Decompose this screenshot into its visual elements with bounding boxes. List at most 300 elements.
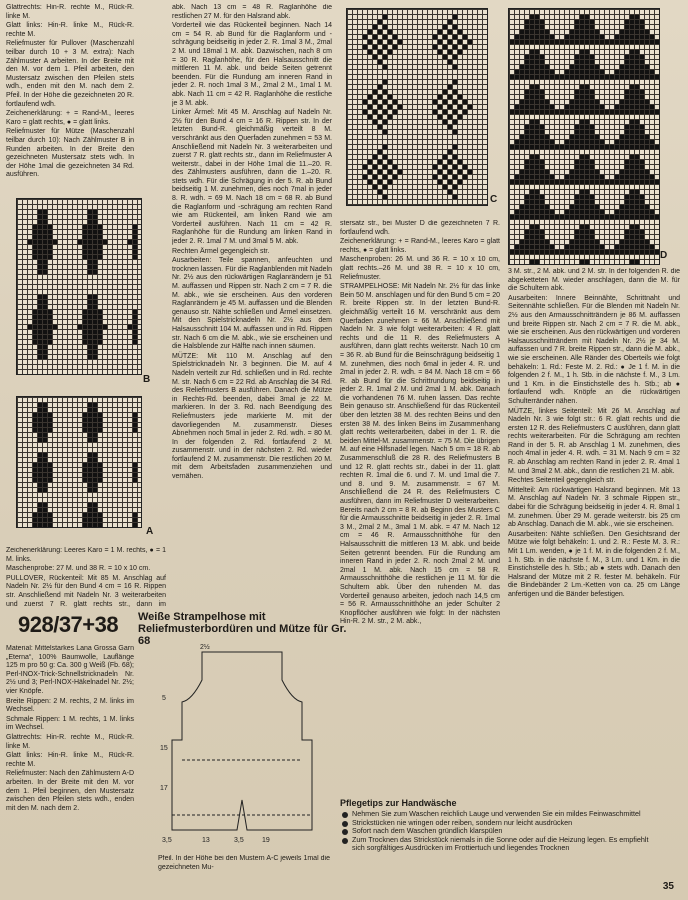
purl-stitch-mark [525, 140, 529, 144]
purl-stitch-mark [540, 140, 544, 144]
purl-stitch-mark [540, 230, 544, 234]
purl-stitch-mark [43, 255, 47, 259]
purl-stitch-mark [590, 25, 594, 29]
purl-stitch-mark [635, 200, 639, 204]
purl-stitch-mark [635, 235, 639, 239]
purl-stitch-mark [520, 245, 524, 249]
purl-stitch-mark [515, 70, 519, 74]
purl-stitch-mark [540, 55, 544, 59]
purl-stitch-mark [433, 45, 437, 49]
purl-stitch-mark [53, 325, 57, 329]
purl-stitch-mark [388, 50, 392, 54]
purl-stitch-mark [88, 408, 92, 412]
purl-stitch-mark [550, 35, 554, 39]
purl-stitch-mark [610, 75, 614, 79]
purl-stitch-mark [530, 110, 534, 114]
purl-stitch-mark [585, 135, 589, 139]
purl-stitch-mark [635, 15, 639, 19]
paragraph: Glatt links: Hin-R. linke M., Rück-R. rechte M. [6, 22, 134, 38]
purl-stitch-mark [515, 35, 519, 39]
purl-stitch-mark [640, 205, 644, 209]
purl-stitch-mark [630, 35, 634, 39]
purl-stitch-mark [93, 453, 97, 457]
purl-stitch-mark [98, 335, 102, 339]
purl-stitch-mark [580, 155, 584, 159]
purl-stitch-mark [590, 140, 594, 144]
purl-stitch-mark [535, 160, 539, 164]
purl-stitch-mark [43, 428, 47, 432]
purl-stitch-mark [383, 80, 387, 84]
purl-stitch-mark [655, 215, 659, 219]
purl-stitch-mark [535, 245, 539, 249]
purl-stitch-mark [433, 35, 437, 39]
purl-stitch-mark [515, 105, 519, 109]
purl-stitch-mark [580, 250, 584, 254]
purl-stitch-mark [575, 250, 579, 254]
purl-stitch-mark [580, 145, 584, 149]
purl-stitch-mark [585, 240, 589, 244]
purl-stitch-mark [38, 428, 42, 432]
purl-stitch-mark [133, 413, 137, 417]
purl-stitch-mark [620, 70, 624, 74]
purl-stitch-mark [585, 165, 589, 169]
purl-stitch-mark [655, 180, 659, 184]
purl-stitch-mark [88, 438, 92, 442]
purl-stitch-mark [525, 100, 529, 104]
purl-stitch-mark [575, 180, 579, 184]
purl-stitch-mark [625, 205, 629, 209]
purl-stitch-mark [530, 95, 534, 99]
purl-stitch-mark [530, 235, 534, 239]
purl-stitch-mark [535, 140, 539, 144]
purl-stitch-mark [640, 165, 644, 169]
purl-stitch-mark [38, 468, 42, 472]
purl-stitch-mark [545, 40, 549, 44]
purl-stitch-mark [535, 215, 539, 219]
purl-stitch-mark [510, 215, 514, 219]
purl-stitch-mark [43, 350, 47, 354]
purl-stitch-mark [645, 250, 649, 254]
purl-stitch-mark [388, 95, 392, 99]
purl-stitch-mark [93, 295, 97, 299]
purl-stitch-mark [535, 70, 539, 74]
purl-stitch-mark [88, 345, 92, 349]
purl-stitch-mark [530, 25, 534, 29]
article-subheading: Weiße Strampelhose mit Reliefmusterbordüren und Mütze für Gr. 68 [138, 611, 347, 647]
purl-stitch-mark [580, 120, 584, 124]
purl-stitch-mark [575, 195, 579, 199]
purl-stitch-mark [535, 95, 539, 99]
purl-stitch-mark [38, 503, 42, 507]
purl-stitch-mark [38, 403, 42, 407]
paragraph: Ausarbeiten: Teile spannen, anfeuchten und trocknen lassen. Für die Raglanblenden mit Nadeln Nr. 2½ aus den rückwärtigen Raglanrändern je 51 M. auffassen und Rippen str. Nach 2 cm = 7 R. die M. abk., wie sie erscheinen. Aus den vorderen Raglanrändern je 45 M. auffassen und die Blenden genauso str. Nähte schließen und Ärmel einsetzen. Mit den Spielstricknadeln Nr. 2½ aus dem Halsausschnitt 104 M. auffassen und in Rd. Rippen str. Nach 6 cm die M. abk., wie sie erscheinen und die Halsblende zur Hälfte nach innen säumen. [172, 257, 332, 351]
purl-stitch-mark [133, 245, 137, 249]
purl-stitch-mark [530, 20, 534, 24]
purl-stitch-mark [38, 350, 42, 354]
purl-stitch-mark [530, 120, 534, 124]
purl-stitch-mark [635, 210, 639, 214]
purl-stitch-mark [580, 60, 584, 64]
purl-stitch-mark [88, 468, 92, 472]
purl-stitch-mark [133, 513, 137, 517]
purl-stitch-mark [93, 423, 97, 427]
purl-stitch-mark [540, 245, 544, 249]
purl-stitch-mark [575, 95, 579, 99]
purl-stitch-mark [38, 433, 42, 437]
chart-c-label: C [490, 194, 498, 205]
purl-stitch-mark [43, 305, 47, 309]
purl-stitch-mark [645, 240, 649, 244]
purl-stitch-mark [545, 65, 549, 69]
purl-stitch-mark [590, 215, 594, 219]
purl-stitch-mark [595, 30, 599, 34]
purl-stitch-mark [453, 130, 457, 134]
purl-stitch-mark [88, 215, 92, 219]
purl-stitch-mark [458, 105, 462, 109]
purl-stitch-mark [565, 110, 569, 114]
purl-stitch-mark [580, 125, 584, 129]
purl-stitch-mark [635, 50, 639, 54]
purl-stitch-mark [98, 255, 102, 259]
purl-stitch-mark [93, 235, 97, 239]
purl-stitch-mark [595, 140, 599, 144]
purl-stitch-mark [575, 40, 579, 44]
purl-stitch-mark [43, 413, 47, 417]
purl-stitch-mark [550, 75, 554, 79]
purl-stitch-mark [38, 483, 42, 487]
purl-stitch-mark [515, 175, 519, 179]
purl-stitch-mark [88, 355, 92, 359]
purl-stitch-mark [570, 215, 574, 219]
paragraph: Breite Rippen: 2 M. rechts, 2 M. links im Wechsel. [6, 697, 134, 714]
purl-stitch-mark [378, 150, 382, 154]
purl-stitch-mark [88, 523, 92, 527]
purl-stitch-mark [525, 90, 529, 94]
purl-stitch-mark [93, 305, 97, 309]
purl-stitch-mark [625, 230, 629, 234]
purl-stitch-mark [43, 320, 47, 324]
purl-stitch-mark [93, 215, 97, 219]
purl-stitch-mark [530, 35, 534, 39]
purl-stitch-mark [585, 35, 589, 39]
purl-stitch-mark [580, 75, 584, 79]
purl-stitch-mark [530, 250, 534, 254]
purl-stitch-mark [540, 125, 544, 129]
purl-stitch-mark [43, 458, 47, 462]
purl-stitch-mark [645, 205, 649, 209]
purl-stitch-mark [630, 260, 634, 264]
purl-stitch-mark [88, 300, 92, 304]
purl-stitch-mark [530, 65, 534, 69]
purl-stitch-mark [83, 235, 87, 239]
purl-stitch-mark [540, 70, 544, 74]
purl-stitch-mark [570, 100, 574, 104]
purl-stitch-mark [590, 210, 594, 214]
purl-stitch-mark [535, 30, 539, 34]
purl-stitch-mark [580, 130, 584, 134]
purl-stitch-mark [635, 95, 639, 99]
purl-stitch-mark [535, 175, 539, 179]
care-tip: Nehmen Sie zum Waschen reichlich Lauge und verwenden Sie ein mildes Feinwaschmittel [340, 810, 660, 819]
purl-stitch-mark [530, 130, 534, 134]
purl-stitch-mark [575, 125, 579, 129]
purl-stitch-mark [93, 255, 97, 259]
purl-stitch-mark [48, 225, 52, 229]
purl-stitch-mark [28, 240, 32, 244]
purl-stitch-mark [625, 210, 629, 214]
purl-stitch-mark [510, 180, 514, 184]
purl-stitch-mark [575, 110, 579, 114]
purl-stitch-mark [580, 65, 584, 69]
purl-stitch-mark [635, 155, 639, 159]
paragraph: Rechten Ärmel gegengleich str. [172, 247, 270, 255]
purl-stitch-mark [88, 513, 92, 517]
purl-stitch-mark [525, 195, 529, 199]
purl-stitch-mark [83, 423, 87, 427]
paragraph: Glatt links: Hin-R. linke M., Rück-R. rechte M. [6, 752, 134, 768]
purl-stitch-mark [640, 125, 644, 129]
purl-stitch-mark [620, 35, 624, 39]
purl-stitch-mark [575, 60, 579, 64]
purl-stitch-mark [630, 20, 634, 24]
purl-stitch-mark [38, 235, 42, 239]
purl-stitch-mark [640, 175, 644, 179]
purl-stitch-mark [620, 170, 624, 174]
purl-stitch-mark [605, 110, 609, 114]
purl-stitch-mark [43, 330, 47, 334]
purl-stitch-mark [635, 20, 639, 24]
purl-stitch-mark [463, 45, 467, 49]
purl-stitch-mark [98, 325, 102, 329]
purl-stitch-mark [555, 75, 559, 79]
purl-stitch-mark [585, 235, 589, 239]
purl-stitch-mark [545, 110, 549, 114]
purl-stitch-mark [43, 300, 47, 304]
purl-stitch-mark [585, 55, 589, 59]
purl-stitch-mark [133, 240, 137, 244]
purl-stitch-mark [540, 250, 544, 254]
purl-stitch-mark [650, 250, 654, 254]
purl-stitch-mark [645, 110, 649, 114]
purl-stitch-mark [525, 55, 529, 59]
purl-stitch-mark [88, 255, 92, 259]
purl-stitch-mark [453, 65, 457, 69]
purl-stitch-mark [83, 418, 87, 422]
purl-stitch-mark [43, 418, 47, 422]
purl-stitch-mark [98, 240, 102, 244]
purl-stitch-mark [88, 403, 92, 407]
purl-stitch-mark [590, 110, 594, 114]
purl-stitch-mark [540, 195, 544, 199]
purl-stitch-mark [625, 240, 629, 244]
purl-stitch-mark [458, 95, 462, 99]
purl-stitch-mark [570, 250, 574, 254]
purl-stitch-mark [595, 240, 599, 244]
purl-stitch-mark [530, 160, 534, 164]
purl-stitch-mark [93, 320, 97, 324]
purl-stitch-mark [525, 240, 529, 244]
purl-stitch-mark [393, 110, 397, 114]
purl-stitch-mark [453, 120, 457, 124]
purl-stitch-mark [640, 210, 644, 214]
purl-stitch-mark [630, 125, 634, 129]
purl-stitch-mark [545, 145, 549, 149]
purl-stitch-mark [525, 135, 529, 139]
purl-stitch-mark [378, 40, 382, 44]
purl-stitch-mark [535, 225, 539, 229]
purl-stitch-mark [590, 230, 594, 234]
purl-stitch-mark [535, 145, 539, 149]
purl-stitch-mark [640, 20, 644, 24]
purl-stitch-mark [625, 215, 629, 219]
purl-stitch-mark [383, 25, 387, 29]
purl-stitch-mark [620, 250, 624, 254]
purl-stitch-mark [38, 225, 42, 229]
purl-stitch-mark [530, 105, 534, 109]
purl-stitch-mark [645, 140, 649, 144]
purl-stitch-mark [520, 250, 524, 254]
purl-stitch-mark [575, 160, 579, 164]
purl-stitch-mark [515, 40, 519, 44]
purl-stitch-mark [630, 175, 634, 179]
purl-stitch-mark [88, 488, 92, 492]
purl-stitch-mark [620, 40, 624, 44]
care-tips-title: Pflegetips zur Handwäsche [340, 798, 457, 808]
purl-stitch-mark [575, 35, 579, 39]
purl-stitch-mark [98, 245, 102, 249]
purl-stitch-mark [438, 95, 442, 99]
purl-stitch-mark [610, 215, 614, 219]
purl-stitch-mark [570, 175, 574, 179]
purl-stitch-mark [585, 245, 589, 249]
purl-stitch-mark [625, 65, 629, 69]
purl-stitch-mark [625, 20, 629, 24]
purl-stitch-mark [383, 165, 387, 169]
purl-stitch-mark [43, 473, 47, 477]
purl-stitch-mark [38, 418, 42, 422]
purl-stitch-mark [645, 105, 649, 109]
purl-stitch-mark [635, 70, 639, 74]
purl-stitch-mark [555, 40, 559, 44]
purl-stitch-mark [570, 170, 574, 174]
purl-stitch-mark [640, 240, 644, 244]
purl-stitch-mark [540, 110, 544, 114]
purl-stitch-mark [580, 205, 584, 209]
purl-stitch-mark [585, 205, 589, 209]
purl-stitch-mark [43, 483, 47, 487]
purl-stitch-mark [388, 105, 392, 109]
purl-stitch-mark [540, 165, 544, 169]
purl-stitch-mark [640, 100, 644, 104]
purl-stitch-mark [98, 478, 102, 482]
schematic-label: 13 [202, 837, 210, 844]
purl-stitch-mark [535, 230, 539, 234]
purl-stitch-mark [635, 25, 639, 29]
purl-stitch-mark [43, 513, 47, 517]
purl-stitch-mark [550, 245, 554, 249]
purl-stitch-mark [575, 245, 579, 249]
purl-stitch-mark [620, 175, 624, 179]
purl-stitch-mark [580, 165, 584, 169]
purl-stitch-mark [458, 50, 462, 54]
purl-stitch-mark [645, 65, 649, 69]
purl-stitch-mark [33, 518, 37, 522]
purl-stitch-mark [83, 478, 87, 482]
purl-stitch-mark [438, 170, 442, 174]
paragraph: Zeichenerklärung: Leeres Karo = 1 M. rechts, ● = 1 M. links. [6, 547, 166, 563]
purl-stitch-mark [540, 215, 544, 219]
purl-stitch-mark [515, 140, 519, 144]
purl-stitch-mark [580, 85, 584, 89]
purl-stitch-mark [635, 130, 639, 134]
purl-stitch-mark [645, 175, 649, 179]
purl-stitch-mark [570, 105, 574, 109]
purl-stitch-mark [38, 340, 42, 344]
purl-stitch-mark [575, 90, 579, 94]
purl-stitch-mark [535, 135, 539, 139]
purl-stitch-mark [453, 35, 457, 39]
paragraph: 3 M. str., 2 M. abk. und 2 M. str. In der folgenden R. die abgeketteten M. wieder anschlagen, dann die M. für die Schultern abk. [508, 268, 680, 293]
purl-stitch-mark [550, 105, 554, 109]
purl-stitch-mark [635, 170, 639, 174]
purl-stitch-mark [630, 85, 634, 89]
purl-stitch-mark [530, 40, 534, 44]
purl-stitch-mark [438, 115, 442, 119]
purl-stitch-mark [535, 110, 539, 114]
purl-stitch-mark [520, 145, 524, 149]
purl-stitch-mark [560, 215, 564, 219]
purl-stitch-mark [540, 235, 544, 239]
purl-stitch-mark [133, 478, 137, 482]
paragraph: PULLOVER, Rückenteil: Mit 85 M. Anschlag auf Nadeln Nr. 2½ für den Bund 4 cm = 16 R. Rippen str. Anschließend mit Nadeln Nr. 3 weiterarbeiten und zuerst 7 R. glatt rechts str., dann im [6, 574, 166, 608]
purl-stitch-mark [590, 130, 594, 134]
purl-stitch-mark [48, 245, 52, 249]
purl-stitch-mark [590, 200, 594, 204]
purl-stitch-mark [580, 30, 584, 34]
purl-stitch-mark [535, 180, 539, 184]
purl-stitch-mark [448, 150, 452, 154]
purl-stitch-mark [640, 30, 644, 34]
purl-stitch-mark [645, 180, 649, 184]
purl-stitch-mark [520, 170, 524, 174]
purl-stitch-mark [530, 170, 534, 174]
purl-stitch-mark [570, 110, 574, 114]
purl-stitch-mark [640, 170, 644, 174]
page-number: 35 [662, 881, 674, 892]
purl-stitch-mark [650, 70, 654, 74]
purl-stitch-mark [545, 205, 549, 209]
purl-stitch-mark [453, 55, 457, 59]
purl-stitch-mark [650, 210, 654, 214]
purl-stitch-mark [448, 30, 452, 34]
purl-stitch-mark [580, 260, 584, 264]
purl-stitch-mark [515, 75, 519, 79]
purl-stitch-mark [570, 70, 574, 74]
purl-stitch-mark [83, 310, 87, 314]
paragraph: Material: Mittelstarkes Lana Grossa Garn „Eterna“, 100% Baumwolle, Lauflänge 125 m pro 50 g: Ca. 300 g Weiß (Fb. 68); Perl-INOX-Trick-Schnellstricknadeln Nr. 2½ und 3; Perl-INOX-Häkelnadel Nr. 2½; vier Knöpfe. [6, 645, 134, 695]
purl-stitch-mark [453, 110, 457, 114]
purl-stitch-mark [600, 250, 604, 254]
care-tip: Sofort nach dem Waschen gründlich klarspülen [340, 827, 660, 836]
purl-stitch-mark [630, 160, 634, 164]
purl-stitch-mark [398, 40, 402, 44]
purl-stitch-mark [635, 260, 639, 264]
purl-stitch-mark [535, 125, 539, 129]
purl-stitch-mark [630, 55, 634, 59]
purl-stitch-mark [88, 260, 92, 264]
purl-stitch-mark [43, 295, 47, 299]
purl-stitch-mark [93, 518, 97, 522]
